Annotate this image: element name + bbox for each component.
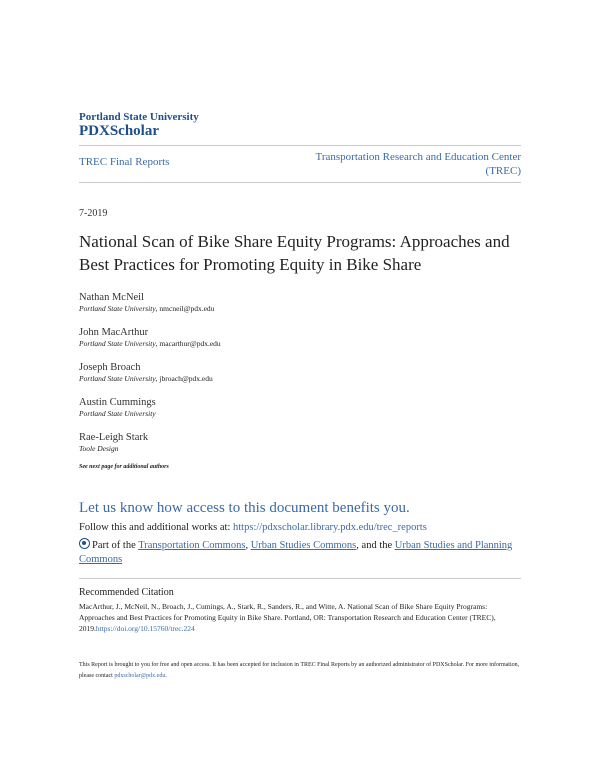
publication-date: 7-2019 — [79, 208, 108, 219]
contact-email-link[interactable]: pdxscholar@pdx.edu — [114, 673, 166, 679]
author-list — [79, 291, 519, 470]
access-footer — [79, 660, 524, 682]
collection-link[interactable]: TREC Final Reports — [79, 156, 170, 168]
citation-heading: Recommended Citation — [79, 587, 174, 598]
partof-sep-2: , and the — [356, 540, 395, 551]
author-email: , nmcneil@pdx.edu — [155, 304, 215, 313]
citation-rule — [79, 578, 521, 579]
document-title: National Scan of Bike Share Equity Programs: Approaches and Best Practices for Promoting Equity in Bike Share — [79, 232, 510, 274]
author-name: Joseph Broach — [79, 362, 141, 373]
author-org: Portland State University — [79, 409, 156, 418]
header-rule-top — [79, 145, 521, 146]
doi-link[interactable]: https://doi.org/10.15760/trec.224 — [95, 624, 195, 633]
benefit-feedback-link[interactable]: Let us know how access to this document benefits you. — [79, 500, 410, 516]
author-entry — [79, 396, 519, 419]
author-email: , jbroach@pdx.edu — [155, 374, 213, 383]
transportation-commons-link[interactable]: Transportation Commons — [138, 540, 246, 551]
author-affiliation — [79, 304, 519, 314]
author-org: Portland State University — [79, 339, 156, 348]
citation-text — [79, 601, 519, 634]
author-name: Austin Cummings — [79, 397, 156, 408]
header-rule-bottom — [79, 182, 521, 183]
university-name: Portland State University — [79, 111, 199, 123]
collection-url-link[interactable]: https://pdxscholar.library.pdx.edu/trec_reports — [233, 522, 427, 533]
author-affiliation — [79, 374, 519, 384]
author-affiliation — [79, 409, 519, 419]
network-icon — [79, 538, 90, 549]
author-affiliation — [79, 444, 519, 454]
author-email: , macarthur@pdx.edu — [155, 339, 221, 348]
repository-brand[interactable] — [79, 111, 199, 140]
author-entry — [79, 361, 519, 384]
center-link[interactable] — [261, 150, 521, 178]
footer-text: This Report is brought to you for free and open access. It has been accepted for inclusion in TREC Final Reports by an authorized administrator of PDXScholar. For more information, please contact — [79, 662, 520, 679]
partof-sep-1: , — [245, 540, 251, 551]
author-entry — [79, 291, 519, 314]
follow-text: Follow this and additional works at: — [79, 522, 233, 533]
author-org: Portland State University — [79, 304, 156, 313]
repository-name: PDXScholar — [79, 123, 159, 139]
author-name: Nathan McNeil — [79, 292, 145, 303]
citation-body: MacArthur, J., McNeil, N., Broach, J., Cumings, A., Stark, R., Sanders, R., and Witte, A. National Scan of Bike Share Equity Programs: Approaches and Best Practices for Promoting Equity in Bike Share. Portland, OR: Transportation Research and Education Center (TREC), 2019. — [79, 602, 496, 633]
author-name: John MacArthur — [79, 327, 149, 338]
urban-studies-commons-link[interactable]: Urban Studies Commons — [250, 540, 357, 551]
author-affiliation — [79, 339, 519, 349]
author-entry — [79, 431, 519, 454]
author-org: Toole Design — [79, 444, 119, 453]
follow-line — [79, 522, 427, 533]
partof-prefix: Part of the — [92, 540, 139, 551]
part-of-line — [79, 538, 519, 567]
center-line-2: (TREC) — [485, 165, 521, 177]
author-entry — [79, 326, 519, 349]
author-name: Rae-Leigh Stark — [79, 432, 149, 443]
footer-end: . — [165, 673, 167, 679]
author-org: Portland State University — [79, 374, 156, 383]
urban-studies-planning-commons-link[interactable]: Urban Studies and Planning Commons — [79, 540, 513, 565]
more-authors-note: See next page for additional authors — [79, 464, 169, 470]
center-line-1: Transportation Research and Education Center — [315, 151, 521, 163]
